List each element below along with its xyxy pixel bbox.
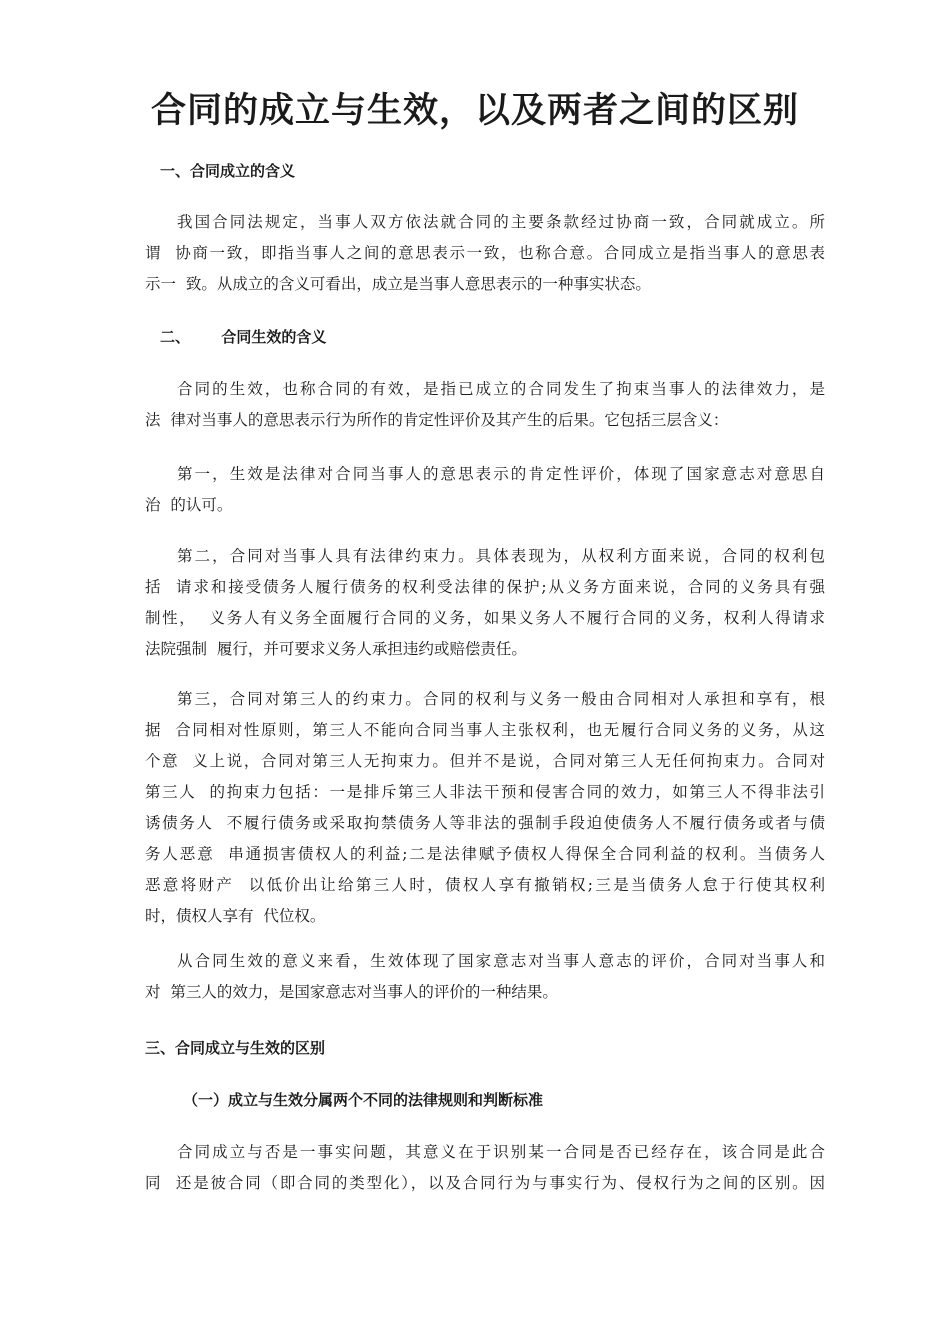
paragraph-line: 恶意将财产 以低价出让给第三人时，债权人享有撤销权;三是当债务人怠于行使其权利: [145, 876, 825, 894]
paragraph-line: 对 第三人的效力，是国家意志对当事人的评价的一种结果。: [145, 983, 558, 1001]
paragraph-line: 法 律对当事人的意思表示行为所作的肯定性评价及其产生的后果。它包括三层含义：: [145, 411, 729, 429]
paragraph-line: 第二，合同对当事人具有法律约束力。具体表现为，从权利方面来说，合同的权利包: [177, 547, 825, 565]
paragraph-line: 第三，合同对第三人的约束力。合同的权利与义务一般由合同相对人承担和享有，根: [177, 690, 825, 708]
paragraph-line: 个意 义上说，合同对第三人无拘束力。但并不是说，合同对第三人无任何拘束力。合同对: [145, 752, 825, 770]
paragraph-line: 从合同生效的意义来看，生效体现了国家意志对当事人意志的评价，合同对当事人和: [177, 952, 825, 970]
paragraph-line: 法院强制 履行，并可要求义务人承担违约或赔偿责任。: [145, 640, 527, 658]
paragraph-line: 括 请求和接受债务人履行债务的权利受法律的保护;从义务方面来说，合同的义务具有强: [145, 578, 825, 596]
paragraph-line: 务人恶意 串通损害债权人的利益;二是法律赋予债权人得保全合同利益的权利。当债务人: [145, 845, 825, 863]
section-1-paragraph-1: [145, 207, 825, 300]
section-2-heading: 二、 合同生效的含义: [160, 328, 327, 346]
paragraph-line: 诱债务人 不履行债务或采取拘禁债务人等非法的强制手段迫使债务人不履行债务或者与债: [145, 814, 825, 832]
paragraph-line: 第一，生效是法律对合同当事人的意思表示的肯定性评价，体现了国家意志对意思自: [177, 465, 825, 483]
paragraph-line: 合同成立与否是一事实问题，其意义在于识别某一合同是否已经存在，该合同是此合: [177, 1143, 825, 1161]
section-2-paragraph-5: [145, 946, 825, 1008]
paragraph-line: 第三人 的拘束力包括：一是排斥第三人非法干预和侵害合同的效力，如第三人不得非法引: [145, 783, 825, 801]
section-2-paragraph-4: [145, 684, 825, 932]
section-2-paragraph-2: [145, 459, 825, 521]
paragraph-line: 治 的认可。: [145, 496, 233, 514]
section-1-heading: 一、合同成立的含义: [160, 162, 296, 180]
paragraph-line: 示一 致。从成立的含义可看出，成立是当事人意思表示的一种事实状态。: [145, 275, 651, 293]
paragraph-line: 谓 协商一致，即指当事人之间的意思表示一致，也称合意。合同成立是指当事人的意思表: [145, 244, 825, 262]
paragraph-line: 我国合同法规定，当事人双方依法就合同的主要条款经过协商一致，合同就成立。所: [177, 213, 825, 231]
section-3-subheading-1: （一）成立与生效分属两个不同的法律规则和判断标准: [183, 1091, 544, 1109]
document-title: 合同的成立与生效，以及两者之间的区别: [150, 91, 799, 131]
section-2-paragraph-3: [145, 541, 825, 665]
paragraph-line: 同 还是彼合同（即合同的类型化），以及合同行为与事实行为、侵权行为之间的区别。因: [145, 1174, 825, 1192]
paragraph-line: 合同的生效，也称合同的有效，是指已成立的合同发生了拘束当事人的法律效力，是: [177, 380, 825, 398]
paragraph-line: 时，债权人享有 代位权。: [145, 907, 326, 925]
section-3-paragraph-1: [145, 1137, 825, 1199]
paragraph-line: 据 合同相对性原则，第三人不能向合同当事人主张权利，也无履行合同义务的义务，从这: [145, 721, 825, 739]
section-2-paragraph-1: [145, 374, 825, 436]
paragraph-line: 制性， 义务人有义务全面履行合同的义务，如果义务人不履行合同的义务，权利人得请求: [145, 609, 825, 627]
section-3-heading: 三、合同成立与生效的区别: [145, 1039, 326, 1057]
